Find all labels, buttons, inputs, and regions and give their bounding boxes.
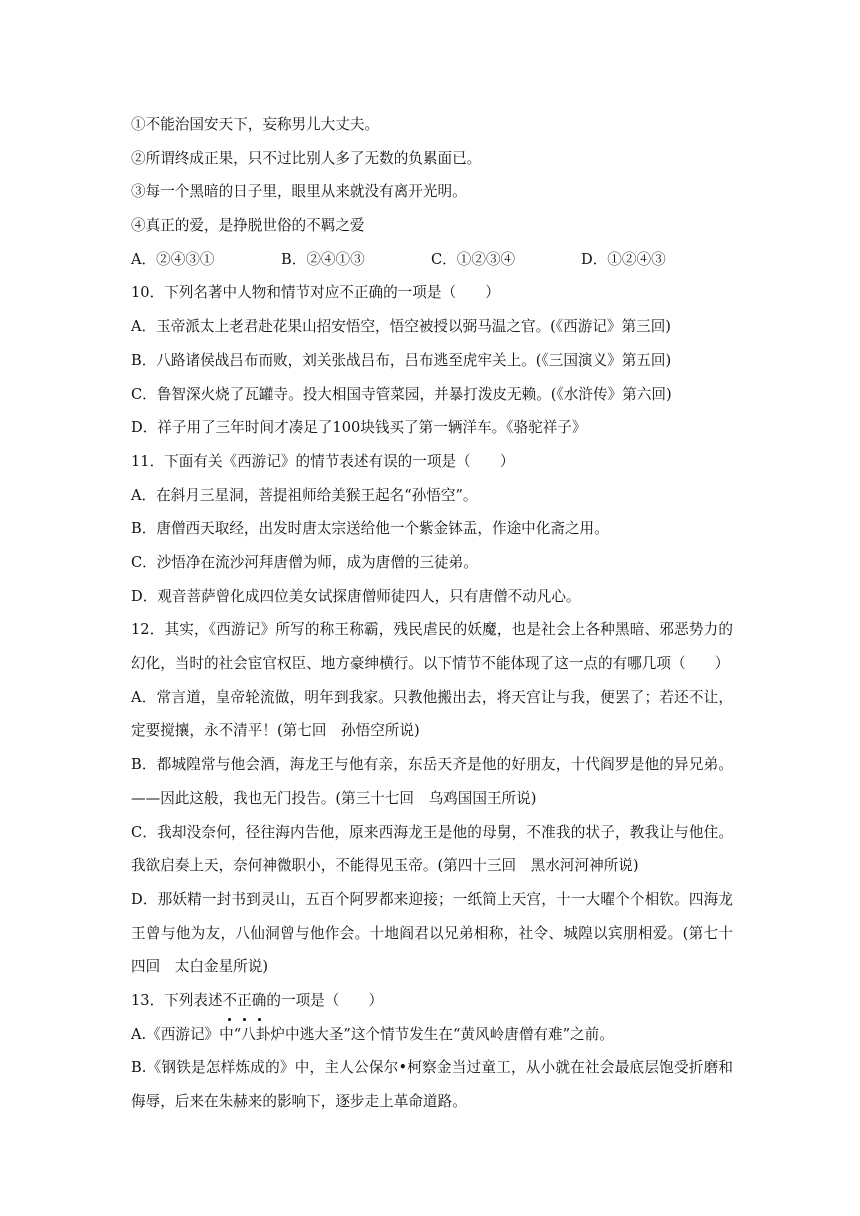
- q13-emphasis-char: 不: [223, 984, 238, 1018]
- sentence-3: ③每一个黑暗的日子里，眼里从来就没有离开光明。: [131, 183, 467, 201]
- sentence-1: ①不能治国安天下，妄称男儿大丈夫。: [131, 116, 380, 133]
- q12-stem: 12．其实，《西游记》所写的称王称霸，残民虐民的妖魔，也是社会上各种黑暗、邪恶势力的幻化，当时的社会宦官权臣、地方豪绅横行。以下情节不能体现了这一点的有哪几项（ ）: [131, 621, 733, 673]
- q10-stem: 10．下列名著中人物和情节对应不正确的一项是（ ）: [131, 284, 500, 302]
- q13-stem: [131, 984, 733, 1018]
- q13-option-b: B.《钢铁是怎样炼成的》中，主人公保尔•柯察金当过童工，从小就在社会最底层饱受折磨和侮辱，后来在朱赫来的影响下，逐步走上革命道路。: [131, 1059, 733, 1111]
- q13-option-a: A.《西游记》中“八卦炉中逃大圣”这个情节发生在“黄风岭唐僧有难”之前。: [131, 1025, 614, 1043]
- q12-option-d: D．那妖精一封书到灵山，五百个阿罗都来迎接；一纸简上天宫，十一大曜个个相钦。四海龙王曾与他为友，八仙洞曾与他作会。十地阎君以兄弟相称，社令、城隍以宾朋相爱。(第七十四回 太白金星所说): [131, 890, 733, 976]
- q11-stem: 11．下面有关《西游记》的情节表述有误的一项是（ ）: [131, 452, 515, 470]
- q10-option-a: A．玉帝派太上老君赴花果山招安悟空，悟空被授以弼马温之官。(《西游记》第三回): [131, 318, 672, 336]
- q9-options: [131, 243, 733, 277]
- q13-emphasis-char: 正: [237, 984, 252, 1018]
- q10-option-c: C．鲁智深火烧了瓦罐寺。投大相国寺管菜园，并暴打泼皮无赖。(《水浒传》第六回): [131, 385, 672, 403]
- q11-option-a: A．在斜月三星洞，菩提祖师给美猴王起名“孙悟空”。: [131, 486, 478, 504]
- q10-option-b: B．八路诸侯战吕布而败，刘关张战吕布，吕布逃至虎牢关上。(《三国演义》第五回): [131, 351, 672, 369]
- q13-stem-suffix: 的一项是（ ）: [266, 992, 384, 1010]
- page-content: [131, 108, 733, 1119]
- sentence-2: ②所谓终成正果，只不过比别人多了无数的负累面已。: [131, 149, 482, 167]
- q9-option-c: C．①②③④: [431, 250, 516, 268]
- q9-option-d: D．①②④③: [581, 250, 666, 268]
- q9-option-b: B．②④①③: [281, 250, 365, 268]
- q11-option-b: B．唐僧西天取经，出发时唐太宗送给他一个紫金钵盂，作途中化斋之用。: [131, 520, 609, 538]
- q13-emphasis-char: 确: [252, 984, 267, 1018]
- q12-option-c: C．我却没奈何，径往海内告他，原来西海龙王是他的母舅，不准我的状子，教我让与他住。我欲启奏上天，奈何神微职小，不能得见玉帝。(第四十三回 黑水河河神所说): [131, 823, 733, 875]
- q10-option-d: D．祥子用了三年时间才凑足了100块钱买了第一辆洋车。《骆驼祥子》: [131, 419, 587, 437]
- q11-option-c: C．沙悟净在流沙河拜唐僧为师，成为唐僧的三徒弟。: [131, 553, 478, 571]
- sentence-4: ④真正的爱，是挣脱世俗的不羁之爱: [131, 217, 365, 235]
- q12-option-b: B．都城隍常与他会酒，海龙王与他有亲，东岳天齐是他的好朋友，十代阎罗是他的异兄弟。——因此这般，我也无门投告。(第三十七回 乌鸡国国王所说): [131, 756, 733, 807]
- q9-option-a: A．②④③①: [131, 250, 215, 268]
- q11-option-d: D．观音菩萨曾化成四位美女试探唐僧师徒四人，只有唐僧不动凡心。: [131, 587, 581, 605]
- q13-stem-prefix: 13．下列表述: [131, 992, 223, 1010]
- q12-option-a: A．常言道，皇帝轮流做，明年到我家。只教他搬出去，将天宫让与我，便罢了；若还不让，定要搅攘，永不清平！(第七回 孙悟空所说): [131, 688, 733, 740]
